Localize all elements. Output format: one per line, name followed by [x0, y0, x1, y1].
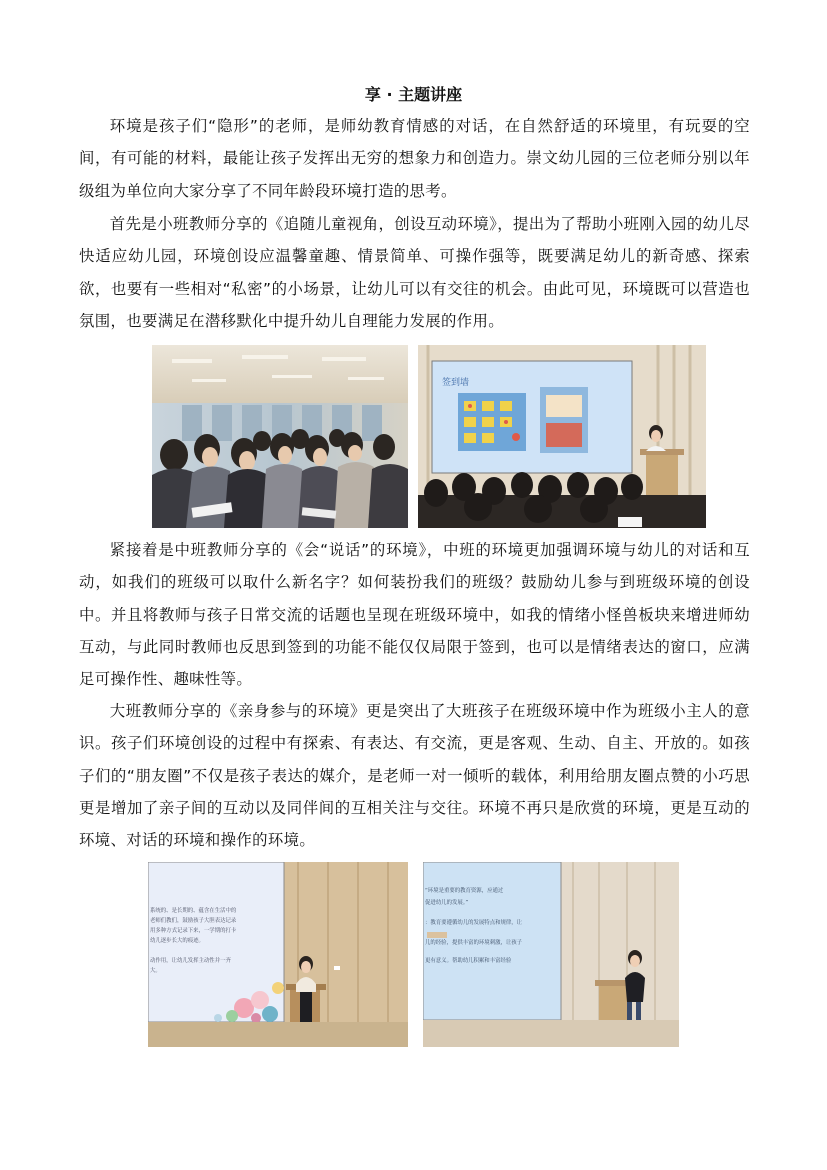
slide-heading: 签到墙 — [442, 378, 470, 388]
photo-speaker-floral-slide — [148, 862, 408, 1047]
photo-presentation-signin-wall — [418, 345, 706, 528]
slide-line-5: 更有意义。帮助幼儿积累和丰富经验 — [425, 958, 512, 964]
slide-line-4: 幼儿逐步长大的痕迹。 — [150, 938, 204, 944]
slide-line-3: 用多种方式记录下来，一学期的打卡 — [150, 928, 237, 934]
photo-audience — [152, 345, 408, 528]
slide-line-6: 大。 — [150, 968, 161, 974]
slide-line-2: 促进幼儿的发展。” — [425, 900, 469, 906]
section-title: 享 · 主题讲座 — [364, 85, 463, 104]
slide-line-1: “环境是重要的教育资源，应通过 — [425, 888, 504, 894]
slide-line-1: 系统的、是长期的、蕴含在生活中的 — [150, 908, 237, 914]
slide-line-3: ：教育要遵循幼儿的发展特点和规律，让 — [425, 920, 523, 926]
paragraph-intro: 环境是孩子们“隐形”的老师，是师幼教育情感的对话，在自然舒适的环境里，有玩耍的空间，有可能的材料，最能让孩子发挥出无穷的想象力和创造力。崇文幼儿园的三位老师分别以年级组为单位向大家分享了不同年龄段环境打造的思考。 — [79, 117, 750, 200]
photo-speaker-text-slide — [423, 862, 679, 1047]
paragraph-middle-class: 紧接着是中班教师分享的《会“说话”的环境》，中班的环境更加强调环境与幼儿的对话和互动，如我们的班级可以取什么新名字？如何装扮我们的班级？鼓励幼儿参与到班级环境的创设中。并且将教师与孩子日常交流的话题也呈现在班级环境中，如我的情绪小怪兽板块来增进师幼互动，与此同时教师也反思到签到的功能不能仅仅局限于签到，也可以是情绪表达的窗口，应满足可操作性、趣味性等。 — [79, 541, 750, 689]
slide-line-2: 老师们教们，鼓励孩子大胆表达记录 — [150, 918, 237, 924]
paragraph-small-class: 首先是小班教师分享的《追随儿童视角，创设互动环境》，提出为了帮助小班刚入园的幼儿尽快适应幼儿园，环境创设应温馨童趣、情景简单、可操作强等，既要满足幼儿的新奇感、探索欲，也要有一些相对“私密”的小场景，让幼儿可以有交往的机会。由此可见，环境既可以营造也氛围，也要满足在潜移默化中提升幼儿自理能力发展的作用。 — [79, 215, 750, 330]
paragraph-large-class: 大班教师分享的《亲身参与的环境》更是突出了大班孩子在班级环境中作为班级小主人的意识。孩子们环境创设的过程中有探索、有表达、有交流，更是客观、生动、自主、开放的。如孩子们的“朋友圈”不仅是孩子表达的媒介，是老师一对一倾听的载体，利用给朋友圈点赞的小巧思更是增加了亲子间的互动以及同伴间的互相关注与交往。环境不再只是欣赏的环境，更是互动的环境、对话的环境和操作的环境。 — [79, 702, 750, 850]
slide-line-4: 儿的经验，提供丰富的环境刺激，让孩子 — [425, 940, 523, 946]
slide-line-5: 动作用，让幼儿发挥主动性并一齐 — [150, 958, 231, 964]
